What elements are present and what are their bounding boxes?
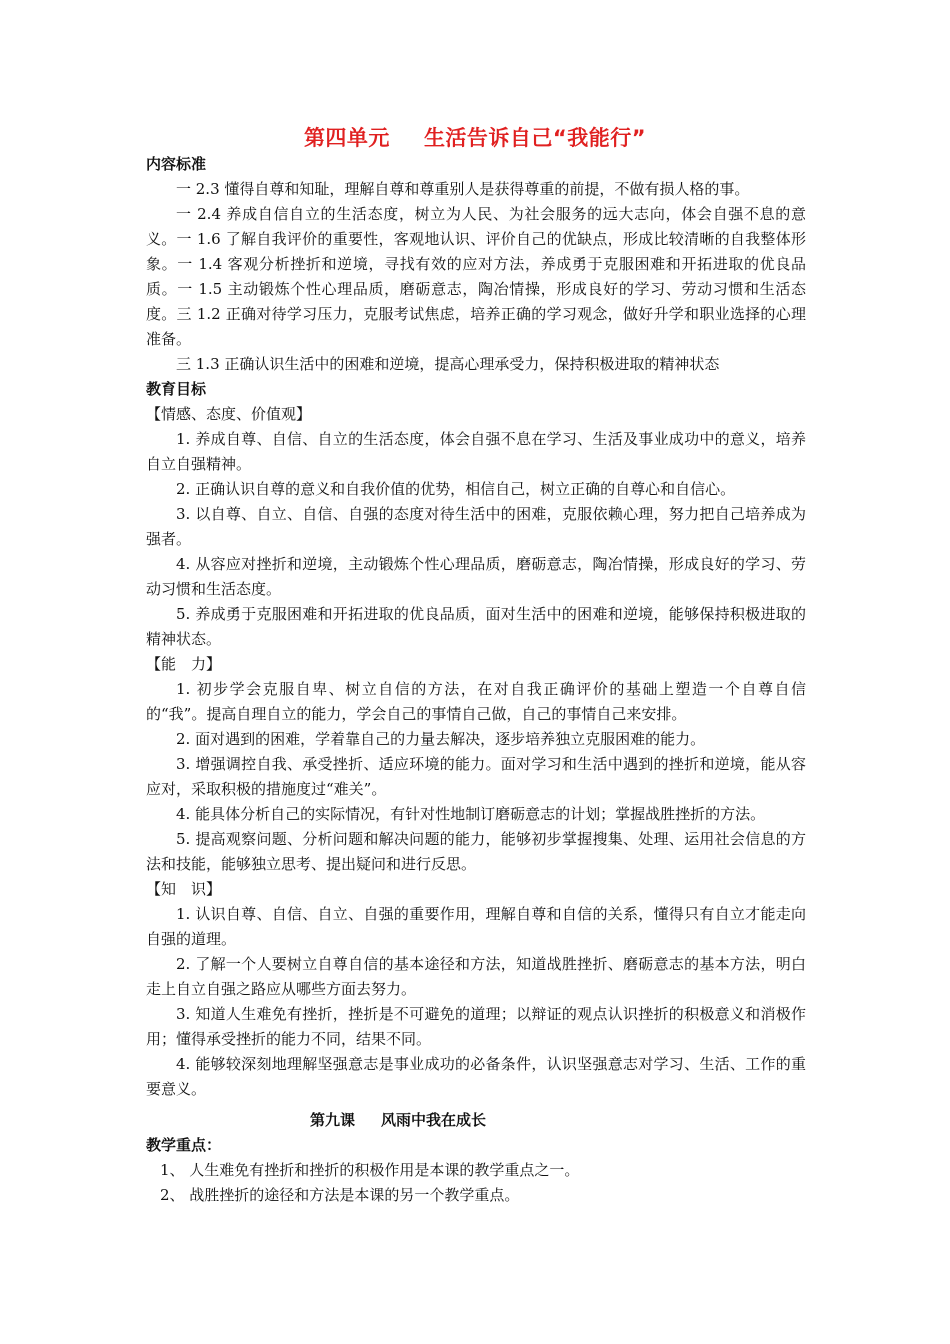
- ability-item-4: 4. 能具体分析自己的实际情况，有针对性地制订磨砺意志的计划；掌握战胜挫折的方法。: [176, 805, 766, 823]
- content-standard-para-1: 一 2.3 懂得自尊和知耻，理解自尊和尊重别人是获得尊重的前提，不做有损人格的事。: [176, 180, 750, 198]
- content-standard-para-3: 三 1.3 正确认识生活中的困难和逆境，提高心理承受力，保持积极进取的精神状态: [176, 355, 720, 373]
- lesson-title: [146, 1108, 806, 1133]
- knowledge-item-1: 1. 认识自尊、自信、自立、自强的重要作用，理解自尊和自信的关系，懂得只有自立才能走向自强的道理。: [146, 905, 806, 948]
- content-standard-heading: 内容标准: [146, 155, 207, 173]
- knowledge-item-2: 2. 了解一个人要树立自尊自信的基本途径和方法，知道战胜挫折、磨砺意志的基本方法，明白走上自立自强之路应从哪些方面去努力。: [146, 955, 806, 998]
- unit-title-text: 生活告诉自己“我能行”: [423, 126, 647, 150]
- emotion-item-1: 1. 养成自尊、自信、自立的生活态度，体会自强不息在学习、生活及事业成功中的意义，培养自立自强精神。: [146, 430, 806, 473]
- education-goals-heading: 教育目标: [146, 380, 207, 398]
- teaching-focus-item-1: 1、 人生难免有挫折和挫折的积极作用是本课的教学重点之一。: [160, 1161, 580, 1179]
- content-standard-para-2: 一 2.4 养成自信自立的生活态度，树立为人民、为社会服务的远大志向，体会自强不息的意义。一 1.6 了解自我评价的重要性，客观地认识、评价自己的优缺点，形成比较清晰的自我整体形象。一 1.4 客观分析挫折和逆境，寻找有效的应对方法，养成勇于克服困难和开拓进取的优良品质。一 1.5 主动锻炼个性心理品质，磨砺意志，陶冶情操，形成良好的学习、劳动习惯和生活态度。三 1.2 正确对待学习压力，克服考试焦虑，培养正确的学习观念，做好升学和职业选择的心理准备。: [146, 205, 806, 348]
- emotion-item-2: 2. 正确认识自尊的意义和自我价值的优势，相信自己，树立正确的自尊心和自信心。: [176, 480, 736, 498]
- ability-item-5: 5. 提高观察问题、分析问题和解决问题的能力，能够初步掌握搜集、处理、运用社会信息的方法和技能，能够独立思考、提出疑问和进行反思。: [146, 830, 806, 873]
- ability-heading: 【能 力】: [146, 655, 222, 673]
- document-body: [146, 152, 806, 1208]
- teaching-focus-heading: 教学重点：: [146, 1136, 222, 1154]
- teaching-focus-item-2: 2、 战胜挫折的途径和方法是本课的另一个教学重点。: [160, 1186, 520, 1204]
- ability-item-1: 1. 初步学会克服自卑、树立自信的方法，在对自我正确评价的基础上塑造一个自尊自信的“我”。提高自理自立的能力，学会自己的事情自己做，自己的事情自己来安排。: [146, 680, 806, 723]
- knowledge-item-3: 3. 知道人生难免有挫折，挫折是不可避免的道理；以辩证的观点认识挫折的积极意义和消极作用；懂得承受挫折的能力不同，结果不同。: [146, 1005, 806, 1048]
- ability-item-3: 3. 增强调控自我、承受挫折、适应环境的能力。面对学习和生活中遇到的挫折和逆境，能从容应对，采取积极的措施度过“难关”。: [146, 755, 806, 798]
- unit-title: [0, 122, 950, 152]
- knowledge-item-4: 4. 能够较深刻地理解坚强意志是事业成功的必备条件，认识坚强意志对学习、生活、工作的重要意义。: [146, 1055, 806, 1098]
- unit-title-number: 第四单元: [303, 126, 390, 150]
- knowledge-heading: 【知 识】: [146, 880, 222, 898]
- ability-item-2: 2. 面对遇到的困难，学着靠自己的力量去解决，逐步培养独立克服困难的能力。: [176, 730, 706, 748]
- emotion-item-5: 5. 养成勇于克服困难和开拓进取的优良品质，面对生活中的困难和逆境，能够保持积极进取的精神状态。: [146, 605, 806, 648]
- emotion-item-4: 4. 从容应对挫折和逆境，主动锻炼个性心理品质，磨砺意志，陶冶情操，形成良好的学习、劳动习惯和生活态度。: [146, 555, 806, 598]
- lesson-name: 风雨中我在成长: [381, 1111, 487, 1129]
- emotion-item-3: 3. 以自尊、自立、自信、自强的态度对待生活中的困难，克服依赖心理，努力把自己培养成为强者。: [146, 505, 806, 548]
- lesson-number: 第九课: [310, 1111, 356, 1129]
- emotion-heading: 【情感、态度、价值观】: [146, 405, 312, 423]
